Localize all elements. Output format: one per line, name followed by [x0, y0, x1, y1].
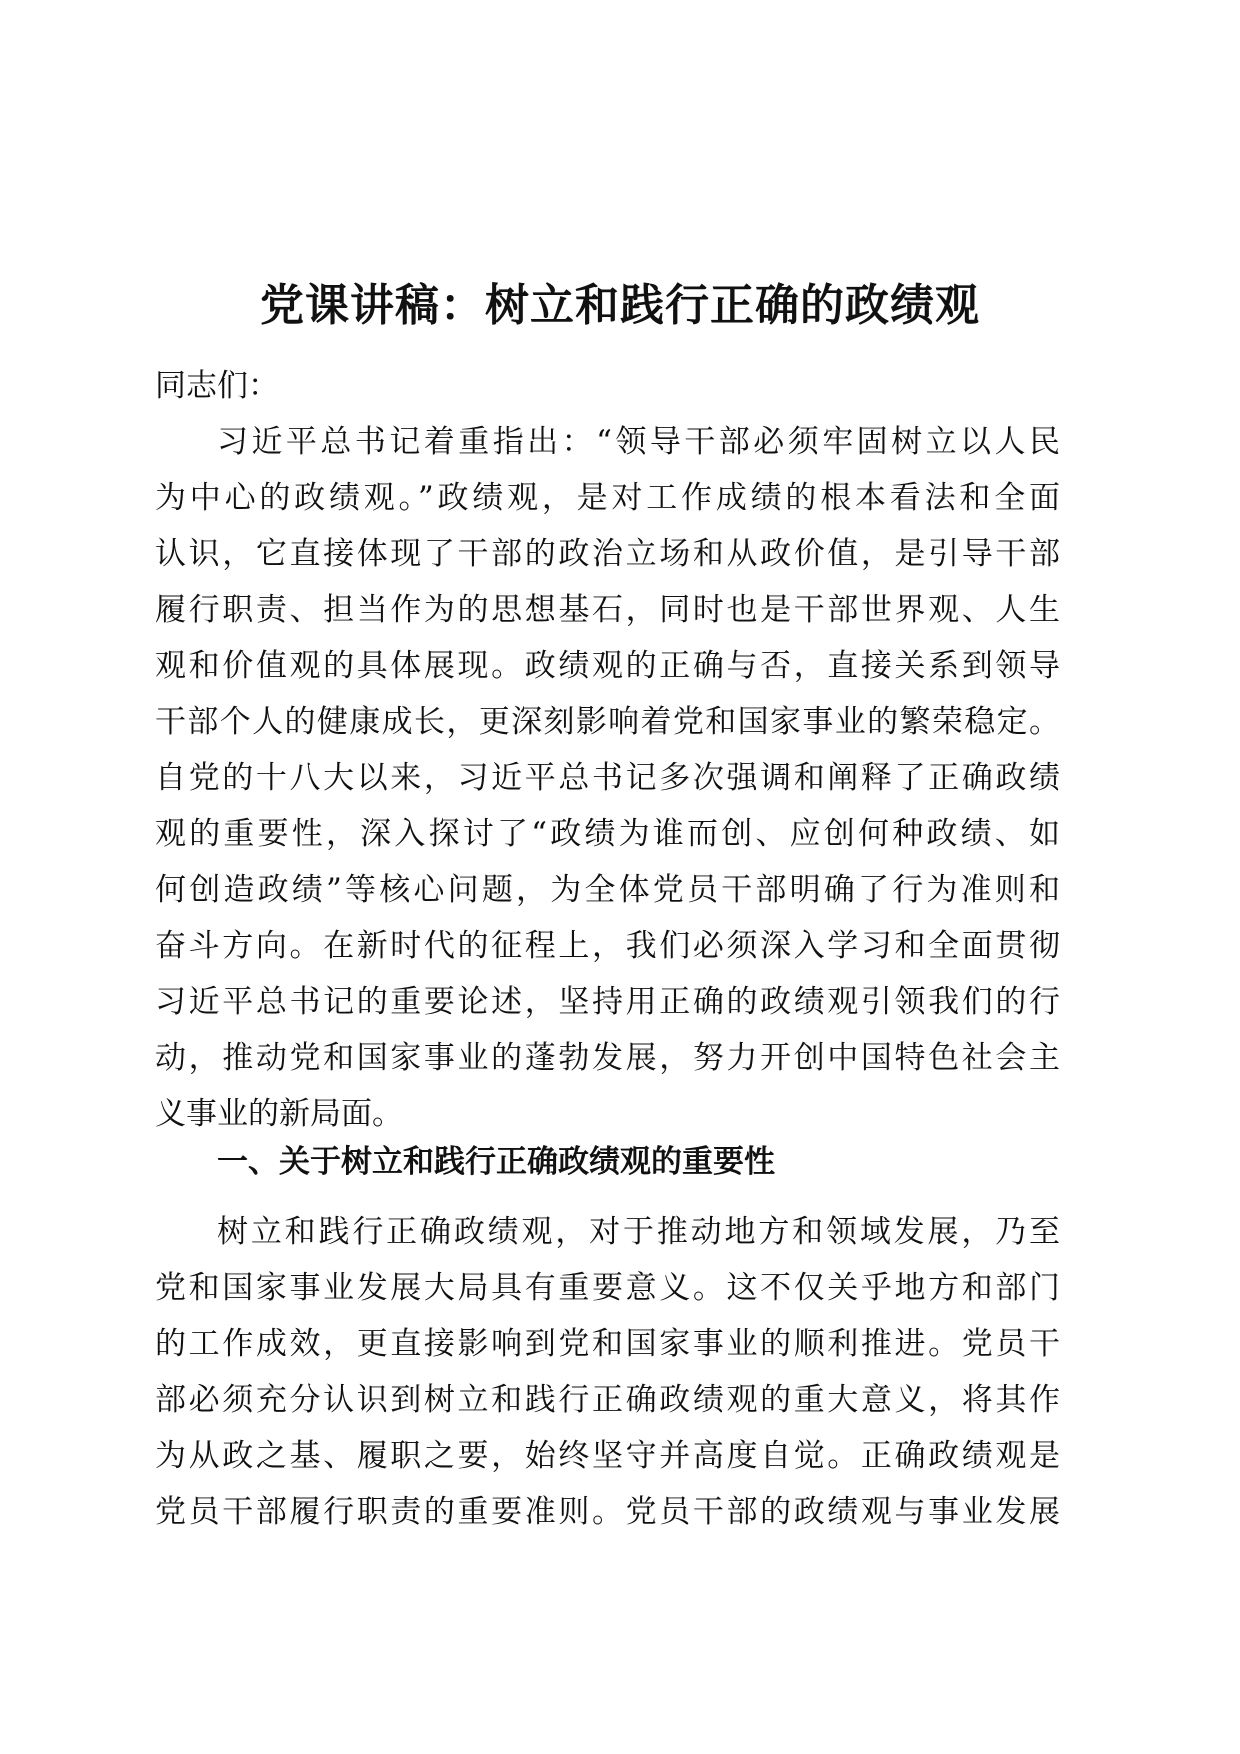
paragraph-line: 认识，它直接体现了干部的政治立场和从政价值，是引导干部	[155, 536, 1060, 572]
paragraph-line: 的工作成效，更直接影响到党和国家事业的顺利推进。党员干	[155, 1326, 1060, 1362]
paragraph-line: 干部个人的健康成长，更深刻影响着党和国家事业的繁荣稳定。	[155, 704, 1060, 740]
paragraph-line: 习近平总书记的重要论述，坚持用正确的政绩观引领我们的行	[155, 984, 1060, 1020]
paragraph-line: 观的重要性，深入探讨了“政绩为谁而创、应创何种政绩、如	[155, 816, 1060, 852]
paragraph-line: 树立和践行正确政绩观，对于推动地方和领域发展，乃至	[217, 1214, 1060, 1250]
paragraph-line: 部必须充分认识到树立和践行正确政绩观的重大意义，将其作	[155, 1382, 1060, 1418]
paragraph-line: 党和国家事业发展大局具有重要意义。这不仅关乎地方和部门	[155, 1270, 1060, 1306]
paragraph-line: 何创造政绩”等核心问题，为全体党员干部明确了行为准则和	[155, 872, 1060, 908]
paragraph-line: 履行职责、担当作为的思想基石，同时也是干部世界观、人生	[155, 592, 1060, 628]
paragraph-1	[155, 414, 1060, 1142]
paragraph-line: 为从政之基、履职之要，始终坚守并高度自觉。正确政绩观是	[155, 1438, 1060, 1474]
paragraph-2	[155, 1204, 1060, 1540]
paragraph-line: 为中心的政绩观。”政绩观，是对工作成绩的根本看法和全面	[155, 480, 1060, 516]
document-title: 党课讲稿：树立和践行正确的政绩观	[260, 280, 980, 331]
salutation: 同志们：	[155, 368, 279, 404]
paragraph-line: 义事业的新局面。	[155, 1096, 403, 1132]
paragraph-line: 习近平总书记着重指出：“领导干部必须牢固树立以人民	[217, 424, 1060, 460]
paragraph-line: 观和价值观的具体展现。政绩观的正确与否，直接关系到领导	[155, 648, 1060, 684]
paragraph-line: 自党的十八大以来，习近平总书记多次强调和阐释了正确政绩	[155, 760, 1060, 796]
paragraph-line: 动，推动党和国家事业的蓬勃发展，努力开创中国特色社会主	[155, 1040, 1060, 1076]
paragraph-line: 党员干部履行职责的重要准则。党员干部的政绩观与事业发展	[155, 1494, 1060, 1530]
paragraph-line: 奋斗方向。在新时代的征程上，我们必须深入学习和全面贯彻	[155, 928, 1060, 964]
section-heading: 一、关于树立和践行正确政绩观的重要性	[217, 1144, 775, 1180]
